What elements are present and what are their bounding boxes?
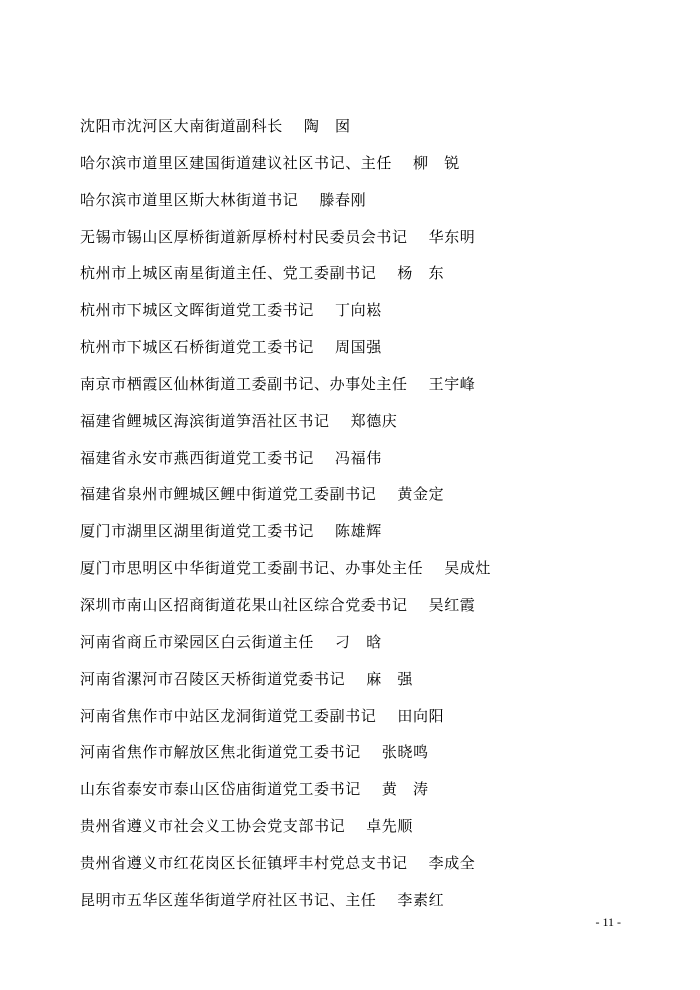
entry-name: 黄 涛 bbox=[381, 780, 429, 799]
list-item bbox=[80, 771, 640, 808]
list-item bbox=[80, 882, 640, 919]
list-item bbox=[80, 403, 640, 440]
entry-title: 贵州省遵义市社会义工协会党支部书记 bbox=[80, 817, 346, 836]
entry-title: 贵州省遵义市红花岗区长征镇坪丰村党总支书记 bbox=[80, 853, 408, 872]
list-item bbox=[80, 808, 640, 845]
entry-name: 丁向崧 bbox=[335, 301, 382, 320]
entry-title: 深圳市南山区招商街道花果山社区综合党委书记 bbox=[80, 595, 408, 614]
entry-title: 无锡市锡山区厚桥街道新厚桥村村民委员会书记 bbox=[80, 227, 408, 246]
entry-name: 王宇峰 bbox=[428, 374, 476, 393]
entry-name: 陶 囡 bbox=[303, 117, 351, 135]
list-item bbox=[80, 366, 640, 403]
entry-title: 杭州市下城区石桥街道党工委书记 bbox=[80, 338, 315, 357]
entry-name: 杨 东 bbox=[397, 264, 445, 283]
list-item bbox=[80, 661, 640, 698]
entry-title: 厦门市思明区中华街道党工委副书记、办事处主任 bbox=[80, 559, 424, 578]
entry-name: 郑德庆 bbox=[350, 411, 398, 430]
list-item bbox=[80, 255, 640, 292]
entry-name: 李成全 bbox=[428, 853, 476, 872]
entry-name: 田向阳 bbox=[397, 706, 445, 725]
entry-title: 昆明市五华区莲华街道学府社区书记、主任 bbox=[80, 890, 377, 909]
entry-title: 河南省焦作市解放区焦北街道党工委书记 bbox=[80, 743, 361, 762]
entry-title: 山东省泰安市泰山区岱庙街道党工委书记 bbox=[80, 780, 361, 799]
entry-name: 张晓鸣 bbox=[381, 743, 429, 762]
entry-title: 河南省商丘市梁园区白云街道主任 bbox=[80, 632, 315, 651]
entry-name: 周国强 bbox=[335, 338, 382, 357]
entry-name: 冯福伟 bbox=[335, 448, 382, 467]
page-number: - 11 - bbox=[595, 915, 621, 929]
entry-name: 柳 锐 bbox=[413, 153, 460, 172]
entry-name: 黄金定 bbox=[397, 485, 445, 504]
list-item bbox=[80, 698, 640, 735]
list-item bbox=[80, 845, 640, 882]
list-item bbox=[80, 292, 640, 329]
list-item bbox=[80, 513, 640, 550]
entry-title: 沈阳市沈河区大南街道副科长 bbox=[80, 117, 283, 135]
name-list bbox=[80, 108, 640, 919]
entry-name: 卓先顺 bbox=[366, 817, 414, 836]
entry-name: 吴红霞 bbox=[428, 595, 476, 614]
list-item bbox=[80, 476, 640, 513]
entry-title: 福建省鲤城区海滨街道笋浯社区书记 bbox=[80, 411, 330, 430]
list-item bbox=[80, 734, 640, 771]
list-item bbox=[80, 624, 640, 661]
list-item bbox=[80, 329, 640, 366]
entry-name: 陈雄辉 bbox=[335, 522, 382, 541]
list-item bbox=[80, 587, 640, 624]
entry-title: 福建省永安市燕西街道党工委书记 bbox=[80, 448, 315, 467]
entry-title: 南京市栖霞区仙林街道工委副书记、办事处主任 bbox=[80, 374, 408, 393]
entry-name: 华东明 bbox=[428, 227, 476, 246]
list-item bbox=[80, 440, 640, 477]
list-item bbox=[80, 145, 640, 182]
entry-name: 刁 晗 bbox=[335, 632, 382, 651]
entry-title: 哈尔滨市道里区斯大林街道书记 bbox=[80, 190, 299, 209]
list-item bbox=[80, 108, 640, 145]
entry-name: 滕春刚 bbox=[319, 190, 367, 209]
entry-name: 吴成灶 bbox=[444, 559, 492, 578]
entry-title: 杭州市上城区南星街道主任、党工委副书记 bbox=[80, 264, 377, 283]
list-item bbox=[80, 182, 640, 219]
entry-title: 杭州市下城区文晖街道党工委书记 bbox=[80, 301, 315, 320]
entry-title: 厦门市湖里区湖里街道党工委书记 bbox=[80, 522, 315, 541]
entry-title: 河南省焦作市中站区龙洞街道党工委副书记 bbox=[80, 706, 377, 725]
entry-name: 李素红 bbox=[397, 890, 445, 909]
entry-title: 河南省漯河市召陵区天桥街道党委书记 bbox=[80, 669, 346, 688]
entry-title: 福建省泉州市鲤城区鲤中街道党工委副书记 bbox=[80, 485, 377, 504]
entry-title: 哈尔滨市道里区建国街道建议社区书记、主任 bbox=[80, 153, 393, 172]
entry-name: 麻 强 bbox=[366, 669, 414, 688]
list-item bbox=[80, 550, 640, 587]
list-item bbox=[80, 219, 640, 256]
